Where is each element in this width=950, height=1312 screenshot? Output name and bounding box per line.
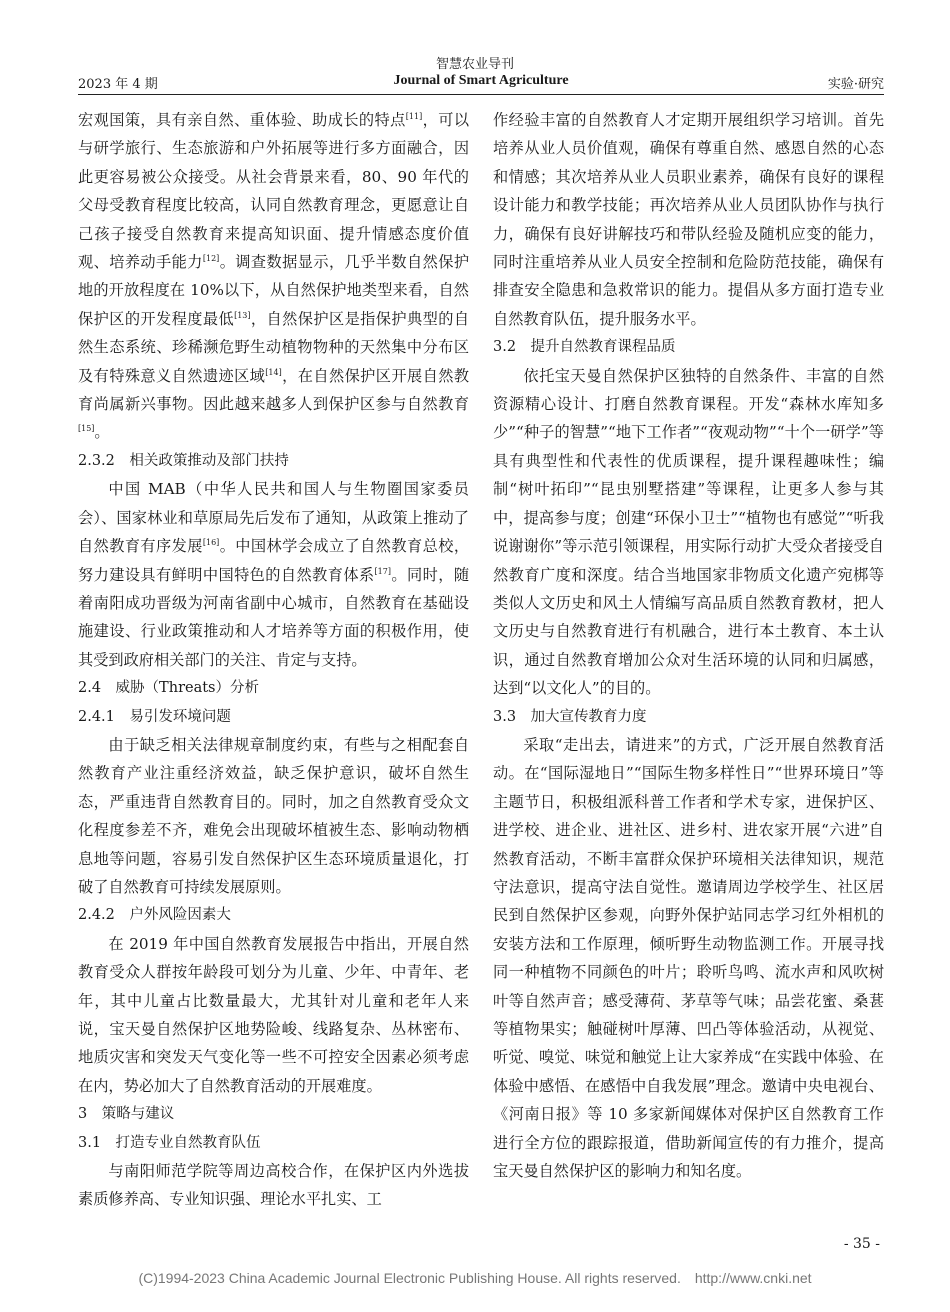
citation-ref: [14] (265, 367, 282, 377)
section-heading-3: 3 策略与建议 (78, 1106, 175, 1123)
paragraph: 与南阳师范学院等周边高校合作，在保护区内外选拔素质修养高、专业知识强、理论水平扎实、工 (78, 1162, 469, 1209)
section-heading-2-4: 2.4 威胁（Threats）分析 (78, 680, 259, 697)
section-heading-2-3-2: 2.3.2 相关政策推动及部门扶持 (78, 452, 289, 469)
citation-ref: [11] (405, 111, 423, 121)
citation-ref: [12] (202, 253, 220, 263)
section-heading-3-2: 3.2 提升自然教育课程品质 (493, 339, 676, 356)
section-heading-3-3: 3.3 加大宣传教育力度 (493, 708, 647, 725)
paragraph: 采取“走出去，请进来”的方式，广泛开展自然教育活动。在“国际湿地日”“国际生物多样性日”“世界环境日”等主题节日，积极组派科普工作者和学术专家，进保护区、进学校、进企业、进社区、进乡村、进农家开展“六进”自然教育活动，不断丰富群众保护环境相关法律知识，规范守法意识，提高守法自觉性。邀请周边学校学生、社区居民到自然保护区参观，向野外保护站同志学习红外相机的安装方法和工作原理，倾听野生动物监测工作。开展寻找同一种植物不同颜色的叶片；聆听鸟鸣、流水声和风吹树叶等自然声音；感受薄荷、茅草等气味；品尝花蜜、桑葚等植物果实；触碰树叶厚薄、凹凸等体验活动，从视觉、听觉、嗅觉、味觉和触觉上让大家养成“在实践中体验、在体验中感悟、在感悟中自我发展”理念。邀请中央电视台、《河南日报》等 10 多家新闻媒体对保护区自然教育工作进行全方位的跟踪报道，借助新闻宣传的有力推介，提高宝天曼自然保护区的影响力和知名度。 (493, 735, 884, 1181)
section-label: 实验·研究 (827, 77, 884, 92)
copyright-notice: (C)1994-2023 China Academic Journal Electronic Publishing House. All rights reserved. http://www.cnki.net (138, 1270, 812, 1286)
citation-ref: [15] (78, 424, 95, 434)
left-column (78, 106, 469, 1214)
citation-ref: [17] (374, 566, 391, 576)
page-number: - 35 - (843, 1236, 880, 1252)
citation-ref: [16] (202, 538, 220, 548)
paragraph: 在 2019 年中国自然教育发展报告中指出，开展自然教育受众人群按年龄段可划分为儿童、少年、中青年、老年，其中儿童占比数量最大，尤其针对儿童和老年人来说，宝天曼自然保护区地势险峻、线路复杂、丛林密布、地质灾害和突发天气变化等一些不可控安全因素必须考虑在内，势必加大了自然教育活动的开展难度。 (78, 934, 469, 1095)
paragraph: 宏观国策，具有亲自然、重体验、助成长的特点[11]，可以与研学旅行、生态旅游和户外拓展等进行多方面融合，因此更容易被公众接受。从社会背景来看，80、90 年代的父母受教育程度比较高，认同自然教育理念，更愿意让自己孩子接受自然教育来提高知识面、提升情感态度价值观、培养动手能力[12]。调查数据显示，几乎半数自然保护地的开放程度在 10%以下，从自然保护地类型来看，自然保护区的开发程度最低[13]，自然保护区是指保护典型的自然生态系统、珍稀濒危野生动植物物种的天然集中分布区及有特殊意义自然遗迹区域[14]，在自然保护区开展自然教育尚属新兴事物。因此越来越多人到保护区参与自然教育[15]。 (78, 111, 470, 442)
right-column (493, 106, 884, 1185)
section-heading-3-1: 3.1 打造专业自然教育队伍 (78, 1134, 261, 1151)
running-header (78, 73, 884, 91)
paragraph: 中国 MAB（中华人民共和国人与生物圈国家委员会）、国家林业和草原局先后发布了通知，从政策上推动了自然教育有序发展[16]。中国林学会成立了自然教育总校，努力建设具有鲜明中国特色的自然教育体系[17]。同时，随着南阳成功晋级为河南省副中心城市，自然教育在基础设施建设、行业政策推动和人才培养等方面的积极作用，使其受到政府相关部门的关注、肯定与支持。 (78, 480, 470, 669)
paragraph: 依托宝天曼自然保护区独特的自然条件、丰富的自然资源精心设计、打磨自然教育课程。开发“森林水库知多少”“种子的智慧”“地下工作者”“夜观动物”“十个一研学”等具有典型性和代表性的优质课程，提升课程趣味性；编制“树叶拓印”“昆虫别墅搭建”等课程，让更多人参与其中，提高参与度；创建“环保小卫士”“植物也有感觉”“听我说谢谢你”等示范引领课程，用实际行动扩大受众者接受自然教育广度和深度。结合当地国家非物质文化遗产宛梆等类似人文历史和风土人情编写高品质自然教育教材，把人文历史与自然教育进行有机融合，进行本土教育、本土认识，通过自然教育增加公众对生活环境的认同和归属感，达到“以文化人”的目的。 (493, 366, 884, 698)
paragraph: 由于缺乏相关法律规章制度约束，有些与之相配套自然教育产业注重经济效益，缺乏保护意识，破坏自然生态，严重违背自然教育目的。同时，加之自然教育受众文化程度参差不齐，难免会出现破坏植被生态、影响动物栖息地等问题，容易引发自然保护区生态环境质量退化，打破了自然教育可持续发展原则。 (78, 735, 469, 896)
journal-title-en: Journal of Smart Agriculture (393, 73, 569, 88)
issue-label: 2023 年 4 期 (78, 77, 158, 92)
section-heading-2-4-2: 2.4.2 户外风险因素大 (78, 907, 231, 924)
citation-ref: [13] (234, 310, 251, 320)
paragraph: 作经验丰富的自然教育人才定期开展组织学习培训。首先培养从业人员价值观，确保有尊重自然、感恩自然的心态和情感；其次培养从业人员职业素养，确保有良好的课程设计能力和教学技能；再次培养从业人员团队协作与执行力，确保有良好讲解技巧和带队经验及随机应变的能力，同时注重培养从业人员安全控制和危险防范技能，确保有排查安全隐患和急救常识的能力。提倡从多方面打造专业自然教育队伍，提升服务水平。 (493, 111, 884, 328)
section-heading-2-4-1: 2.4.1 易引发环境问题 (78, 708, 231, 725)
journal-title-cn: 智慧农业导刊 (435, 57, 514, 72)
header-rule (78, 94, 884, 95)
